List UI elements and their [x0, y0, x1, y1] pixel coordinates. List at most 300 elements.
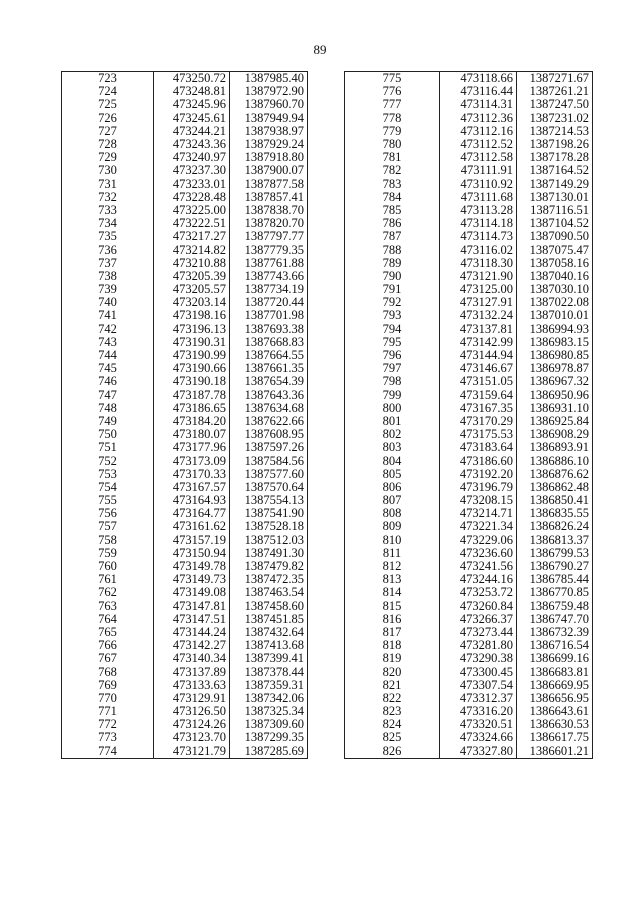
point-number-cell: 761: [62, 573, 154, 586]
x-coordinate-cell: 473112.52: [440, 138, 517, 151]
table-row: [62, 178, 308, 191]
point-number-cell: 820: [345, 665, 440, 678]
y-coordinate-cell: 1387030.10: [517, 283, 593, 296]
table-row: [345, 520, 593, 533]
point-number-cell: 731: [62, 178, 154, 191]
table-row: [345, 178, 593, 191]
x-coordinate-cell: 473175.53: [440, 428, 517, 441]
point-number-cell: 740: [62, 296, 154, 309]
x-coordinate-cell: 473125.00: [440, 283, 517, 296]
table-row: [62, 705, 308, 718]
point-number-cell: 774: [62, 745, 154, 759]
y-coordinate-cell: 1387797.77: [230, 230, 308, 243]
y-coordinate-cell: 1386759.48: [517, 600, 593, 613]
point-number-cell: 728: [62, 138, 154, 151]
table-row: [345, 586, 593, 599]
x-coordinate-cell: 473157.19: [154, 534, 230, 547]
point-number-cell: 816: [345, 613, 440, 626]
y-coordinate-cell: 1387058.16: [517, 257, 593, 270]
x-coordinate-cell: 473116.44: [440, 85, 517, 98]
table-row: [345, 718, 593, 731]
x-coordinate-cell: 473312.37: [440, 692, 517, 705]
table-row: [62, 112, 308, 125]
x-coordinate-cell: 473214.82: [154, 243, 230, 256]
point-number-cell: 747: [62, 389, 154, 402]
y-coordinate-cell: 1387838.70: [230, 204, 308, 217]
x-coordinate-cell: 473205.39: [154, 270, 230, 283]
point-number-cell: 791: [345, 283, 440, 296]
y-coordinate-cell: 1386656.95: [517, 692, 593, 705]
x-coordinate-cell: 473205.57: [154, 283, 230, 296]
point-number-cell: 786: [345, 217, 440, 230]
table-row: [345, 389, 593, 402]
y-coordinate-cell: 1386978.87: [517, 362, 593, 375]
table-row: [62, 428, 308, 441]
point-number-cell: 772: [62, 718, 154, 731]
y-coordinate-cell: 1387734.19: [230, 283, 308, 296]
point-number-cell: 794: [345, 323, 440, 336]
table-row: [345, 534, 593, 547]
x-coordinate-cell: 473245.96: [154, 98, 230, 111]
x-coordinate-cell: 473214.71: [440, 507, 517, 520]
x-coordinate-cell: 473208.15: [440, 494, 517, 507]
y-coordinate-cell: 1387528.18: [230, 520, 308, 533]
x-coordinate-cell: 473142.99: [440, 336, 517, 349]
y-coordinate-cell: 1386925.84: [517, 415, 593, 428]
point-number-cell: 775: [345, 72, 440, 86]
point-number-cell: 726: [62, 112, 154, 125]
point-number-cell: 763: [62, 600, 154, 613]
point-number-cell: 745: [62, 362, 154, 375]
point-number-cell: 790: [345, 270, 440, 283]
table-row: [62, 349, 308, 362]
table-row: [345, 296, 593, 309]
x-coordinate-cell: 473170.29: [440, 415, 517, 428]
x-coordinate-cell: 473121.90: [440, 270, 517, 283]
x-coordinate-cell: 473186.65: [154, 402, 230, 415]
y-coordinate-cell: 1387325.34: [230, 705, 308, 718]
y-coordinate-cell: 1387597.26: [230, 441, 308, 454]
x-coordinate-cell: 473327.80: [440, 745, 517, 759]
y-coordinate-cell: 1387342.06: [230, 692, 308, 705]
point-number-cell: 825: [345, 731, 440, 744]
point-number-cell: 826: [345, 745, 440, 759]
x-coordinate-cell: 473118.66: [440, 72, 517, 86]
point-number-cell: 805: [345, 468, 440, 481]
y-coordinate-cell: 1387214.53: [517, 125, 593, 138]
y-coordinate-cell: 1387432.64: [230, 626, 308, 639]
coordinate-table-right: [344, 71, 593, 759]
y-coordinate-cell: 1387664.55: [230, 349, 308, 362]
y-coordinate-cell: 1387116.51: [517, 204, 593, 217]
table-row: [62, 679, 308, 692]
x-coordinate-cell: 473170.33: [154, 468, 230, 481]
point-number-cell: 784: [345, 191, 440, 204]
table-row: [62, 283, 308, 296]
point-number-cell: 778: [345, 112, 440, 125]
y-coordinate-cell: 1387720.44: [230, 296, 308, 309]
y-coordinate-cell: 1387577.60: [230, 468, 308, 481]
point-number-cell: 823: [345, 705, 440, 718]
table-row: [345, 191, 593, 204]
point-number-cell: 810: [345, 534, 440, 547]
y-coordinate-cell: 1386893.91: [517, 441, 593, 454]
table-row: [62, 217, 308, 230]
point-number-cell: 800: [345, 402, 440, 415]
point-number-cell: 754: [62, 481, 154, 494]
table-row: [345, 257, 593, 270]
y-coordinate-cell: 1386683.81: [517, 665, 593, 678]
y-coordinate-cell: 1387554.13: [230, 494, 308, 507]
point-number-cell: 746: [62, 375, 154, 388]
x-coordinate-cell: 473248.81: [154, 85, 230, 98]
point-number-cell: 768: [62, 665, 154, 678]
x-coordinate-cell: 473126.50: [154, 705, 230, 718]
table-row: [345, 125, 593, 138]
point-number-cell: 741: [62, 309, 154, 322]
x-coordinate-cell: 473149.08: [154, 586, 230, 599]
point-number-cell: 789: [345, 257, 440, 270]
table-row: [62, 520, 308, 533]
y-coordinate-cell: 1387960.70: [230, 98, 308, 111]
x-coordinate-cell: 473116.02: [440, 243, 517, 256]
x-coordinate-cell: 473173.09: [154, 454, 230, 467]
y-coordinate-cell: 1386732.39: [517, 626, 593, 639]
y-coordinate-cell: 1387972.90: [230, 85, 308, 98]
y-coordinate-cell: 1387938.97: [230, 125, 308, 138]
x-coordinate-cell: 473236.60: [440, 547, 517, 560]
table-row: [345, 362, 593, 375]
table-row: [62, 586, 308, 599]
table-row: [62, 323, 308, 336]
point-number-cell: 793: [345, 309, 440, 322]
point-number-cell: 783: [345, 178, 440, 191]
table-row: [62, 389, 308, 402]
point-number-cell: 776: [345, 85, 440, 98]
point-number-cell: 752: [62, 454, 154, 467]
y-coordinate-cell: 1387178.28: [517, 151, 593, 164]
table-row: [345, 112, 593, 125]
x-coordinate-cell: 473244.16: [440, 573, 517, 586]
table-row: [345, 507, 593, 520]
x-coordinate-cell: 473144.94: [440, 349, 517, 362]
table-row: [345, 573, 593, 586]
x-coordinate-cell: 473222.51: [154, 217, 230, 230]
y-coordinate-cell: 1387378.44: [230, 665, 308, 678]
x-coordinate-cell: 473183.64: [440, 441, 517, 454]
point-number-cell: 753: [62, 468, 154, 481]
point-number-cell: 767: [62, 652, 154, 665]
y-coordinate-cell: 1387877.58: [230, 178, 308, 191]
y-coordinate-cell: 1387022.08: [517, 296, 593, 309]
y-coordinate-cell: 1386669.95: [517, 679, 593, 692]
x-coordinate-cell: 473240.97: [154, 151, 230, 164]
table-row: [345, 600, 593, 613]
x-coordinate-cell: 473225.00: [154, 204, 230, 217]
table-row: [62, 72, 308, 86]
table-row: [62, 98, 308, 111]
point-number-cell: 727: [62, 125, 154, 138]
table-row: [62, 362, 308, 375]
point-number-cell: 750: [62, 428, 154, 441]
x-coordinate-cell: 473290.38: [440, 652, 517, 665]
table-row: [62, 375, 308, 388]
y-coordinate-cell: 1387399.41: [230, 652, 308, 665]
y-coordinate-cell: 1387247.50: [517, 98, 593, 111]
y-coordinate-cell: 1387309.60: [230, 718, 308, 731]
table-row: [345, 138, 593, 151]
table-row: [62, 164, 308, 177]
point-number-cell: 724: [62, 85, 154, 98]
table-row: [62, 415, 308, 428]
point-number-cell: 743: [62, 336, 154, 349]
point-number-cell: 762: [62, 586, 154, 599]
y-coordinate-cell: 1386980.85: [517, 349, 593, 362]
point-number-cell: 729: [62, 151, 154, 164]
point-number-cell: 822: [345, 692, 440, 705]
y-coordinate-cell: 1387040.16: [517, 270, 593, 283]
point-number-cell: 779: [345, 125, 440, 138]
y-coordinate-cell: 1387661.35: [230, 362, 308, 375]
point-number-cell: 799: [345, 389, 440, 402]
point-number-cell: 769: [62, 679, 154, 692]
x-coordinate-cell: 473273.44: [440, 626, 517, 639]
y-coordinate-cell: 1387693.38: [230, 323, 308, 336]
x-coordinate-cell: 473137.89: [154, 665, 230, 678]
x-coordinate-cell: 473114.18: [440, 217, 517, 230]
x-coordinate-cell: 473244.21: [154, 125, 230, 138]
table-row: [345, 204, 593, 217]
y-coordinate-cell: 1386908.29: [517, 428, 593, 441]
x-coordinate-cell: 473237.30: [154, 164, 230, 177]
x-coordinate-cell: 473187.78: [154, 389, 230, 402]
x-coordinate-cell: 473307.54: [440, 679, 517, 692]
y-coordinate-cell: 1387634.68: [230, 402, 308, 415]
y-coordinate-cell: 1386699.16: [517, 652, 593, 665]
x-coordinate-cell: 473217.27: [154, 230, 230, 243]
y-coordinate-cell: 1387761.88: [230, 257, 308, 270]
table-row: [345, 309, 593, 322]
table-row: [345, 336, 593, 349]
y-coordinate-cell: 1387463.54: [230, 586, 308, 599]
x-coordinate-cell: 473111.68: [440, 191, 517, 204]
y-coordinate-cell: 1386886.10: [517, 454, 593, 467]
x-coordinate-cell: 473324.66: [440, 731, 517, 744]
x-coordinate-cell: 473228.48: [154, 191, 230, 204]
x-coordinate-cell: 473266.37: [440, 613, 517, 626]
y-coordinate-cell: 1387820.70: [230, 217, 308, 230]
point-number-cell: 806: [345, 481, 440, 494]
table-row: [345, 454, 593, 467]
y-coordinate-cell: 1387090.50: [517, 230, 593, 243]
x-coordinate-cell: 473196.79: [440, 481, 517, 494]
x-coordinate-cell: 473245.61: [154, 112, 230, 125]
y-coordinate-cell: 1387198.26: [517, 138, 593, 151]
table-row: [62, 243, 308, 256]
table-row: [62, 257, 308, 270]
point-number-cell: 819: [345, 652, 440, 665]
point-number-cell: 777: [345, 98, 440, 111]
point-number-cell: 780: [345, 138, 440, 151]
point-number-cell: 755: [62, 494, 154, 507]
x-coordinate-cell: 473196.13: [154, 323, 230, 336]
table-row: [345, 428, 593, 441]
y-coordinate-cell: 1387512.03: [230, 534, 308, 547]
x-coordinate-cell: 473210.88: [154, 257, 230, 270]
table-row: [62, 639, 308, 652]
table-row: [62, 402, 308, 415]
x-coordinate-cell: 473111.91: [440, 164, 517, 177]
table-row: [62, 204, 308, 217]
point-number-cell: 733: [62, 204, 154, 217]
table-row: [345, 85, 593, 98]
y-coordinate-cell: 1387479.82: [230, 560, 308, 573]
x-coordinate-cell: 473137.81: [440, 323, 517, 336]
x-coordinate-cell: 473229.06: [440, 534, 517, 547]
table-row: [345, 547, 593, 560]
point-number-cell: 766: [62, 639, 154, 652]
point-number-cell: 730: [62, 164, 154, 177]
point-number-cell: 808: [345, 507, 440, 520]
x-coordinate-cell: 473184.20: [154, 415, 230, 428]
x-coordinate-cell: 473127.91: [440, 296, 517, 309]
table-row: [345, 468, 593, 481]
table-row: [345, 415, 593, 428]
table-row: [62, 600, 308, 613]
point-number-cell: 723: [62, 72, 154, 86]
page-number: 89: [313, 42, 327, 57]
y-coordinate-cell: 1387164.52: [517, 164, 593, 177]
point-number-cell: 770: [62, 692, 154, 705]
y-coordinate-cell: 1386790.27: [517, 560, 593, 573]
table-row: [62, 296, 308, 309]
y-coordinate-cell: 1386799.53: [517, 547, 593, 560]
x-coordinate-cell: 473203.14: [154, 296, 230, 309]
table-row: [62, 626, 308, 639]
table-row: [345, 72, 593, 86]
point-number-cell: 788: [345, 243, 440, 256]
x-coordinate-cell: 473144.24: [154, 626, 230, 639]
x-coordinate-cell: 473123.70: [154, 731, 230, 744]
point-number-cell: 744: [62, 349, 154, 362]
y-coordinate-cell: 1387359.31: [230, 679, 308, 692]
table-row: [62, 309, 308, 322]
x-coordinate-cell: 473149.78: [154, 560, 230, 573]
point-number-cell: 751: [62, 441, 154, 454]
y-coordinate-cell: 1386643.61: [517, 705, 593, 718]
x-coordinate-cell: 473129.91: [154, 692, 230, 705]
table-row: [62, 573, 308, 586]
y-coordinate-cell: 1387570.64: [230, 481, 308, 494]
table-row: [345, 441, 593, 454]
table-row: [345, 665, 593, 678]
table-row: [62, 731, 308, 744]
y-coordinate-cell: 1386747.70: [517, 613, 593, 626]
point-number-cell: 739: [62, 283, 154, 296]
x-coordinate-cell: 473320.51: [440, 718, 517, 731]
table-row: [345, 217, 593, 230]
y-coordinate-cell: 1386983.15: [517, 336, 593, 349]
table-row: [62, 85, 308, 98]
y-coordinate-cell: 1387075.47: [517, 243, 593, 256]
x-coordinate-cell: 473147.81: [154, 600, 230, 613]
table-row: [62, 652, 308, 665]
x-coordinate-cell: 473112.58: [440, 151, 517, 164]
point-number-cell: 796: [345, 349, 440, 362]
table-row: [345, 375, 593, 388]
y-coordinate-cell: 1387285.69: [230, 745, 308, 759]
table-row: [62, 454, 308, 467]
x-coordinate-cell: 473198.16: [154, 309, 230, 322]
y-coordinate-cell: 1387541.90: [230, 507, 308, 520]
table-row: [345, 745, 593, 759]
y-coordinate-cell: 1386862.48: [517, 481, 593, 494]
y-coordinate-cell: 1387929.24: [230, 138, 308, 151]
table-row: [345, 679, 593, 692]
point-number-cell: 798: [345, 375, 440, 388]
y-coordinate-cell: 1387622.66: [230, 415, 308, 428]
point-number-cell: 773: [62, 731, 154, 744]
point-number-cell: 785: [345, 204, 440, 217]
table-row: [62, 745, 308, 759]
table-row: [62, 613, 308, 626]
x-coordinate-cell: 473118.30: [440, 257, 517, 270]
x-coordinate-cell: 473190.99: [154, 349, 230, 362]
x-coordinate-cell: 473164.93: [154, 494, 230, 507]
y-coordinate-cell: 1387130.01: [517, 191, 593, 204]
point-number-cell: 812: [345, 560, 440, 573]
y-coordinate-cell: 1387451.85: [230, 613, 308, 626]
y-coordinate-cell: 1386931.10: [517, 402, 593, 415]
point-number-cell: 814: [345, 586, 440, 599]
point-number-cell: 804: [345, 454, 440, 467]
table-row: [62, 507, 308, 520]
point-number-cell: 795: [345, 336, 440, 349]
x-coordinate-cell: 473167.35: [440, 402, 517, 415]
table-row: [62, 230, 308, 243]
x-coordinate-cell: 473151.05: [440, 375, 517, 388]
x-coordinate-cell: 473167.57: [154, 481, 230, 494]
y-coordinate-cell: 1386716.54: [517, 639, 593, 652]
x-coordinate-cell: 473110.92: [440, 178, 517, 191]
point-number-cell: 809: [345, 520, 440, 533]
point-number-cell: 813: [345, 573, 440, 586]
x-coordinate-cell: 473233.01: [154, 178, 230, 191]
y-coordinate-cell: 1387985.40: [230, 72, 308, 86]
y-coordinate-cell: 1387857.41: [230, 191, 308, 204]
table-row: [345, 613, 593, 626]
y-coordinate-cell: 1387643.36: [230, 389, 308, 402]
x-coordinate-cell: 473114.31: [440, 98, 517, 111]
table-row: [345, 323, 593, 336]
table-row: [345, 481, 593, 494]
table-row: [62, 151, 308, 164]
point-number-cell: 787: [345, 230, 440, 243]
y-coordinate-cell: 1387779.35: [230, 243, 308, 256]
y-coordinate-cell: 1386813.37: [517, 534, 593, 547]
x-coordinate-cell: 473190.66: [154, 362, 230, 375]
x-coordinate-cell: 473147.51: [154, 613, 230, 626]
x-coordinate-cell: 473114.73: [440, 230, 517, 243]
x-coordinate-cell: 473316.20: [440, 705, 517, 718]
x-coordinate-cell: 473177.96: [154, 441, 230, 454]
table-row: [345, 705, 593, 718]
y-coordinate-cell: 1386967.32: [517, 375, 593, 388]
table-row: [345, 349, 593, 362]
y-coordinate-cell: 1387271.67: [517, 72, 593, 86]
point-number-cell: 748: [62, 402, 154, 415]
x-coordinate-cell: 473192.20: [440, 468, 517, 481]
